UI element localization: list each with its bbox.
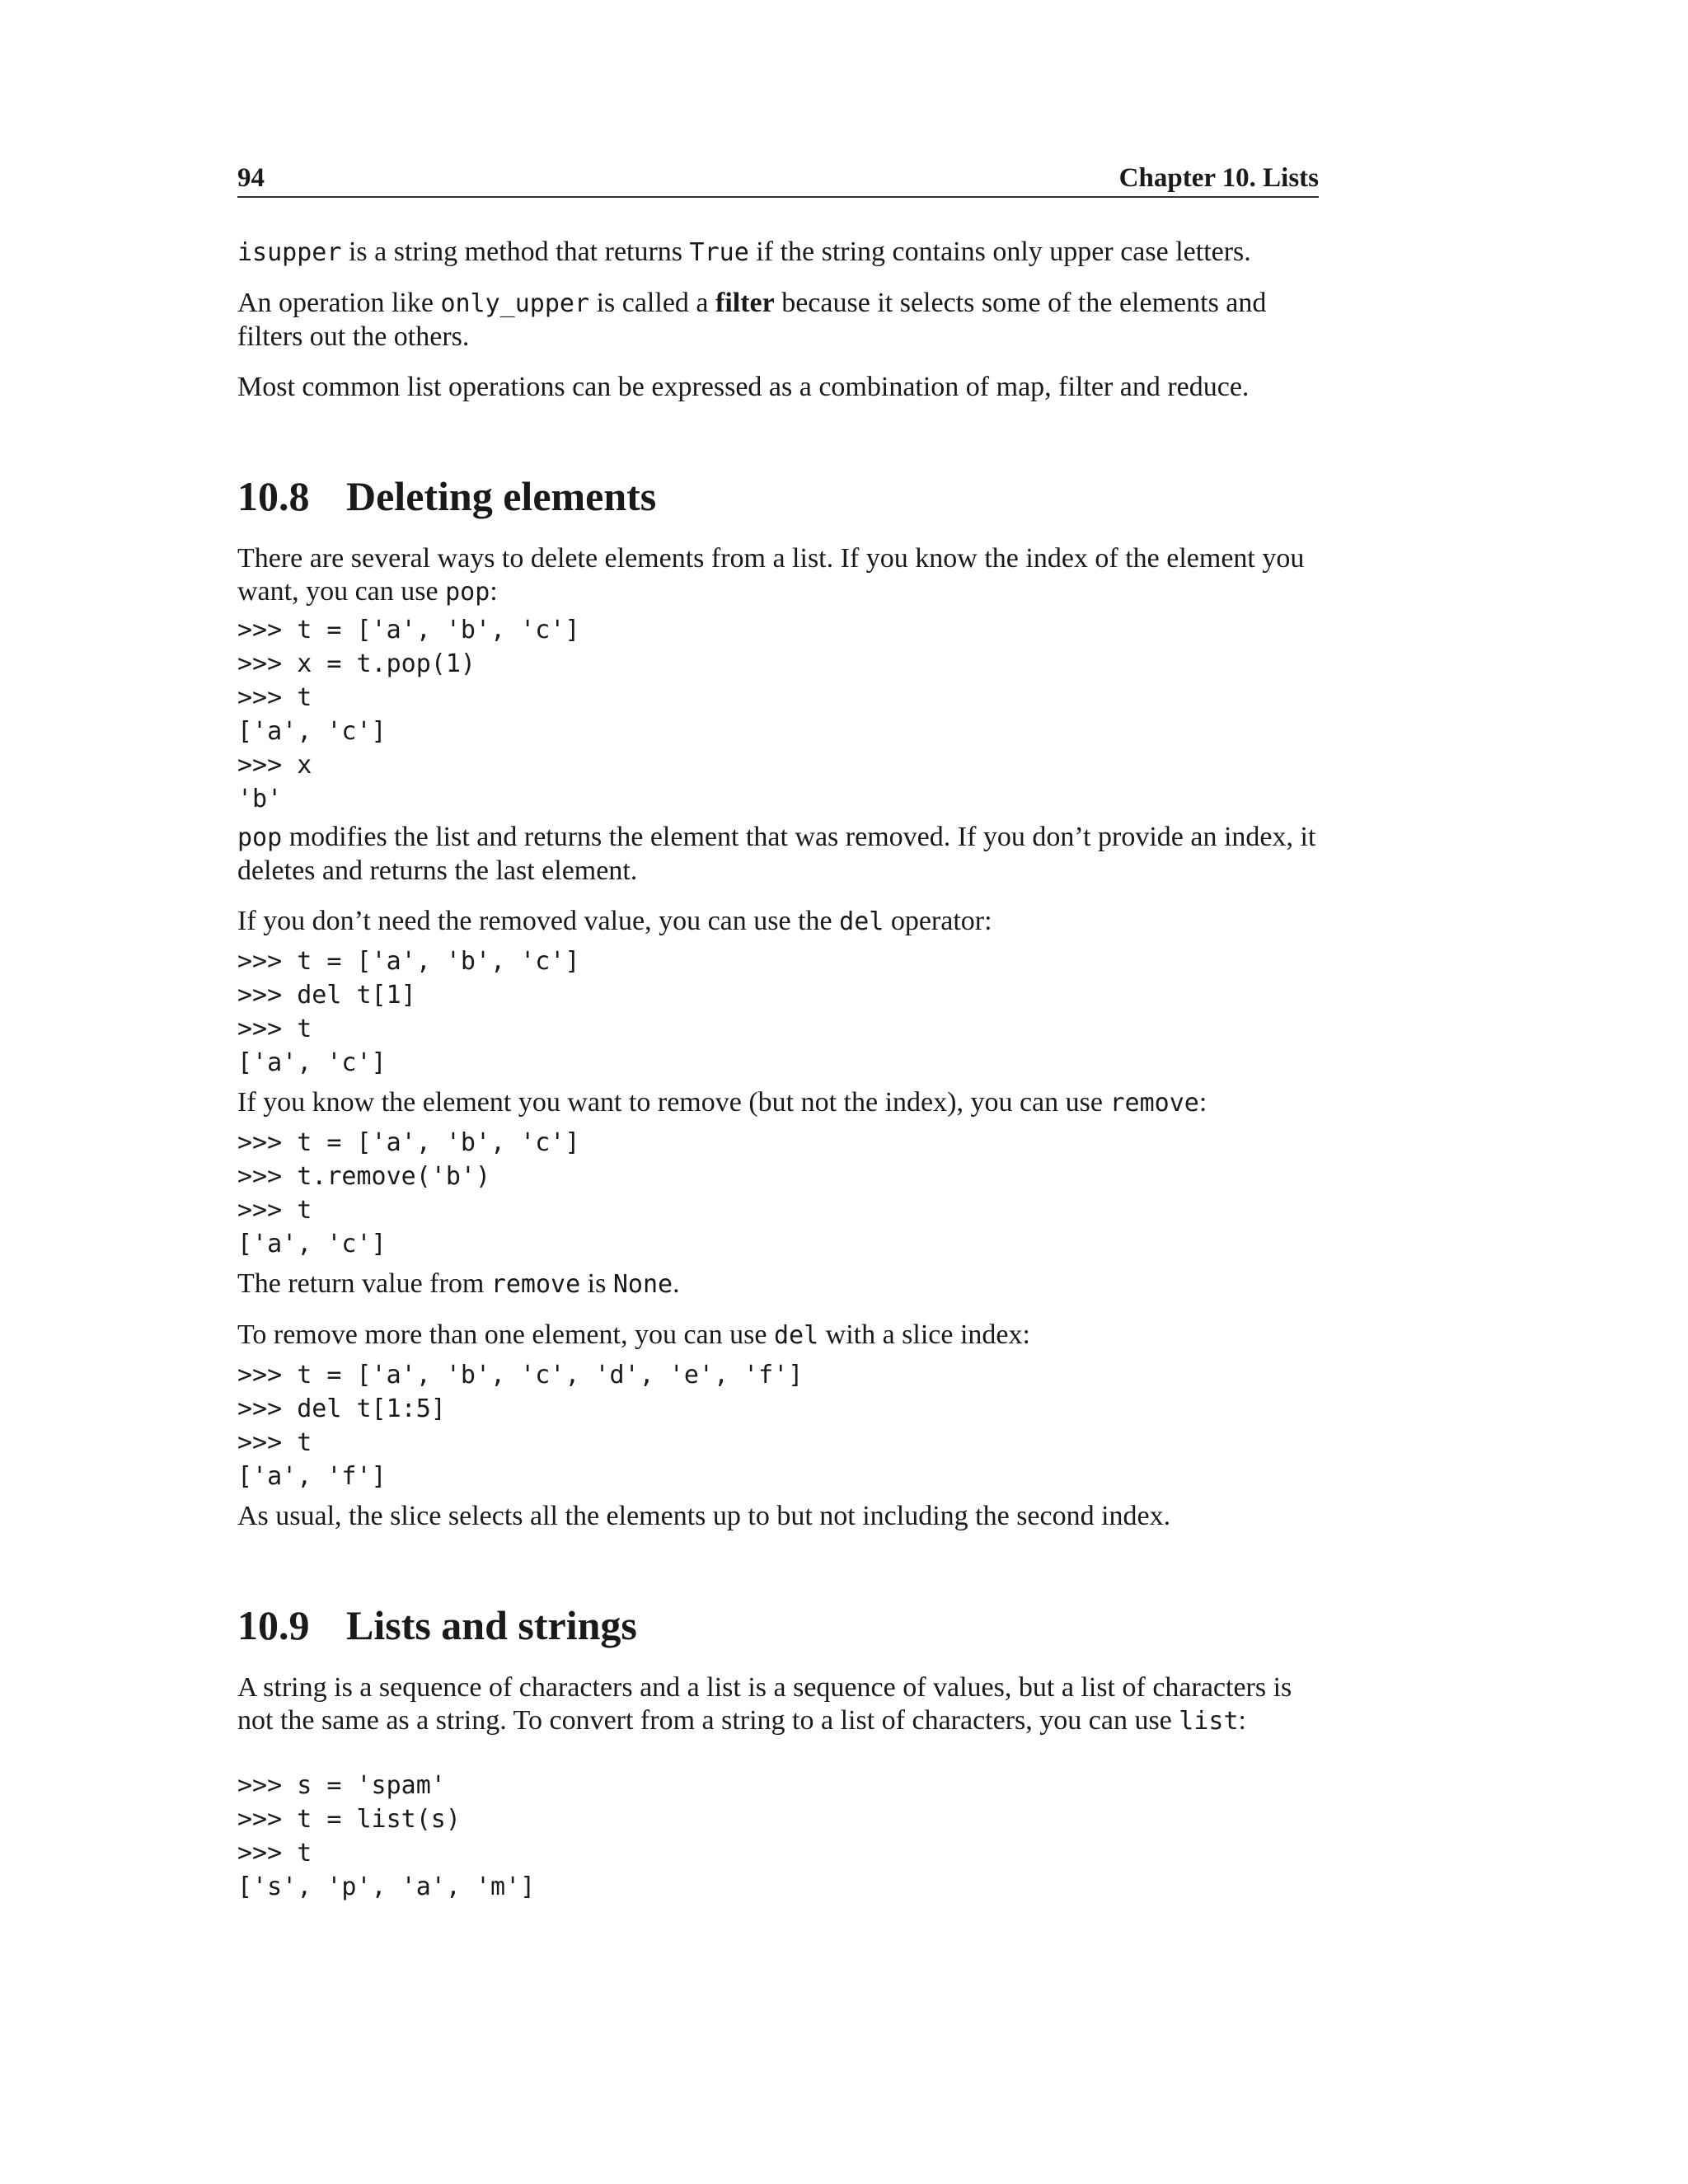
text: . [673, 1268, 680, 1299]
code-block-pop: >>> t = ['a', 'b', 'c'] >>> x = t.pop(1) >>> t ['a', 'c'] >>> x 'b' [237, 616, 580, 813]
section-number: 10.8 [237, 473, 310, 519]
inline-code: list [1179, 1707, 1239, 1736]
code-block-del: >>> t = ['a', 'b', 'c'] >>> del t[1] >>> t ['a', 'c'] [237, 947, 580, 1077]
text: modifies the list and returns the element that was removed. If you don’t provide an index, it deletes and returns the last element. [237, 822, 1316, 886]
paragraph-map-filter-reduce: Most common list operations can be expressed as a combination of map, filter and reduce. [237, 372, 1250, 402]
inline-code: pop [237, 823, 283, 852]
inline-code: remove [490, 1270, 581, 1299]
code-block-remove: >>> t = ['a', 'b', 'c'] >>> t.remove('b') >>> t ['a', 'c'] [237, 1128, 580, 1258]
paragraph-pop-explained [237, 821, 1319, 888]
paragraph-filter [237, 287, 1319, 354]
text: A string is a sequence of characters and a list is a sequence of values, but a list of characters is not the same as a string. To convert from a string to a list of characters, you can use [237, 1672, 1292, 1736]
page-header [237, 162, 1319, 198]
inline-code: pop [445, 578, 490, 607]
paragraph-list-intro [237, 1671, 1319, 1738]
text: If you know the element you want to remove (but not the index), you can use [237, 1087, 1110, 1118]
text: : [1238, 1705, 1246, 1736]
text: because it selects some of the elements and filters out the others. [237, 288, 1267, 352]
text: The return value from [237, 1268, 491, 1299]
section-title: Deleting elements [346, 473, 657, 519]
text: : [490, 576, 498, 607]
text: If you don’t need the removed value, you can use the [237, 906, 840, 936]
section-title: Lists and strings [346, 1602, 637, 1648]
text: is a string method that returns [341, 237, 690, 267]
text: There are several ways to delete elements from a list. If you know the index of the element you want, you can use [237, 543, 1305, 607]
paragraph-slice-intro [237, 1319, 1319, 1352]
text: with a slice index: [818, 1319, 1030, 1350]
inline-code: isupper [237, 238, 342, 267]
inline-code: del [839, 907, 884, 936]
inline-code: None [612, 1270, 673, 1299]
paragraph-remove-return [237, 1268, 1319, 1301]
book-page [237, 162, 1319, 1901]
text: : [1198, 1087, 1207, 1118]
inline-code: del [773, 1321, 819, 1350]
bold-term: filter [715, 288, 775, 318]
text: is called a [589, 288, 715, 318]
text: An operation like [237, 288, 441, 318]
section-heading-10-8 [237, 471, 656, 521]
text: To remove more than one element, you can use [237, 1319, 774, 1350]
code-block-slice: >>> t = ['a', 'b', 'c', 'd', 'e', 'f'] >>> del t[1:5] >>> t ['a', 'f'] [237, 1361, 804, 1491]
text: operator: [884, 906, 992, 936]
section-number: 10.9 [237, 1602, 310, 1648]
text: is [580, 1268, 613, 1299]
inline-code: only_upper [440, 289, 590, 318]
chapter-title: Chapter 10. Lists [1118, 163, 1319, 193]
paragraph-remove-intro [237, 1086, 1319, 1120]
section-heading-10-9 [237, 1601, 637, 1650]
paragraph-pop-intro [237, 542, 1319, 609]
paragraph-isupper [237, 236, 1319, 269]
page-number: 94 [237, 163, 265, 193]
code-block-list: >>> s = 'spam' >>> t = list(s) >>> t ['s', 'p', 'a', 'm'] [237, 1771, 536, 1901]
paragraph-slice-explained: As usual, the slice selects all the elements up to but not including the second index. [237, 1501, 1171, 1531]
paragraph-del-intro [237, 905, 1319, 939]
text: if the string contains only upper case letters. [748, 237, 1251, 267]
inline-code: True [689, 238, 749, 267]
inline-code: remove [1109, 1089, 1199, 1118]
